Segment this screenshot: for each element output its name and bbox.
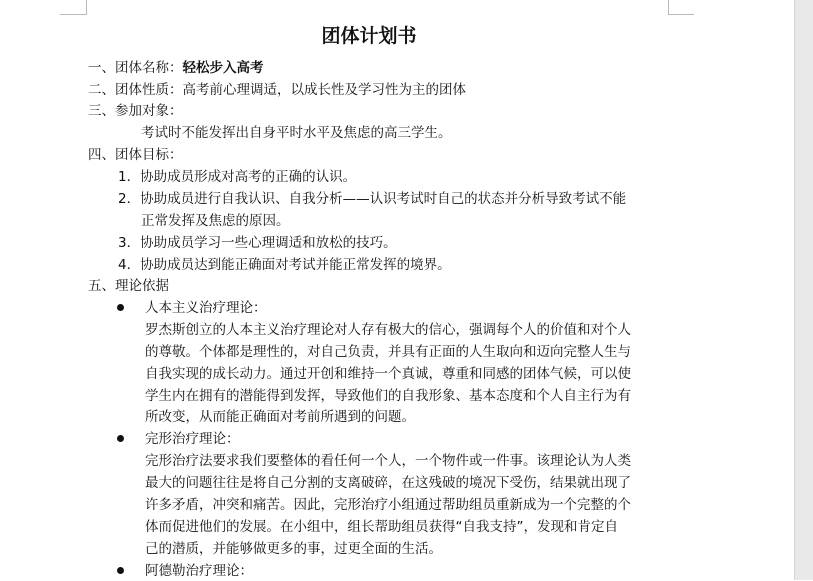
section-3-body: 考试时不能发挥出自身平时水平及焦虑的高三学生。 — [141, 125, 452, 141]
section-5: 五、理论依据 — [88, 278, 169, 294]
goal-4: 4．协助成员达到能正确面对考试并能正常发挥的境界。 — [118, 257, 451, 273]
theory-2-line: 许多矛盾，冲突和痛苦。因此，完形治疗小组通过帮助组员重新成为一个完整的个 — [145, 497, 631, 513]
theory-1-line: 学生内在拥有的潜能得到发挥，导致他们的自我形象、基本态度和个人自主行为有 — [145, 388, 631, 404]
page-corner-mark — [668, 14, 694, 15]
theory-2-title: 完形治疗理论： — [145, 431, 240, 447]
theory-1-line: 自我实现的成长动力。通过开创和维持一个真诚，尊重和同感的团体气候，可以使 — [145, 366, 631, 382]
page-corner-mark — [86, 0, 87, 15]
page-corner-mark — [60, 14, 87, 15]
theory-2-line: 最大的问题往往是将自己分割的支离破碎，在这残破的境况下受伤，结果就出现了 — [145, 475, 631, 491]
bullet-icon — [117, 435, 124, 442]
group-name: 轻松步入高考 — [182, 60, 264, 76]
section-1 — [88, 58, 264, 78]
goal-1: 1．协助成员形成对高考的正确的认识。 — [118, 169, 357, 185]
theory-2-line: 完形治疗法要求我们要整体的看任何一个人，一个物件或一件事。该理论认为人类 — [145, 453, 631, 469]
section-4: 四、团体目标： — [88, 147, 183, 163]
goal-2-cont: 正常发挥及焦虑的原因。 — [141, 213, 290, 229]
window-gutter — [795, 0, 813, 580]
section-2: 二、团体性质：高考前心理调适，以成长性及学习性为主的团体 — [88, 82, 466, 98]
goal-2: 2．协助成员进行自我认识、自我分析——认识考试时自己的状态并分析导致考试不能 — [118, 191, 627, 207]
theory-2-line: 己的潜质，并能够做更多的事，过更全面的生活。 — [145, 541, 442, 557]
page-corner-mark — [668, 0, 669, 15]
theory-2-line: 体而促进他们的发展。在小组中，组长帮助组员获得“自我支持”，发现和肯定自 — [145, 519, 618, 535]
theory-3-title: 阿德勒治疗理论： — [145, 563, 253, 579]
theory-1-line: 所改变，从而能正确面对考前所遇到的问题。 — [145, 409, 415, 425]
document-title: 团体计划书 — [321, 25, 417, 47]
bullet-icon — [117, 567, 124, 574]
goal-3: 3．协助成员学习一些心理调适和放松的技巧。 — [118, 235, 397, 251]
section-1-label: 一、团体名称： — [88, 60, 183, 76]
theory-1-title: 人本主义治疗理论： — [145, 300, 267, 316]
bullet-icon — [117, 304, 124, 311]
theory-1-line: 罗杰斯创立的人本主义治疗理论对人存有极大的信心，强调每个人的价值和对个人 — [145, 322, 631, 338]
theory-1-line: 的尊敬。个体都是理性的，对自己负责，并具有正面的人生取向和迈向完整人生与 — [145, 344, 631, 360]
section-3: 三、参加对象： — [88, 103, 183, 119]
